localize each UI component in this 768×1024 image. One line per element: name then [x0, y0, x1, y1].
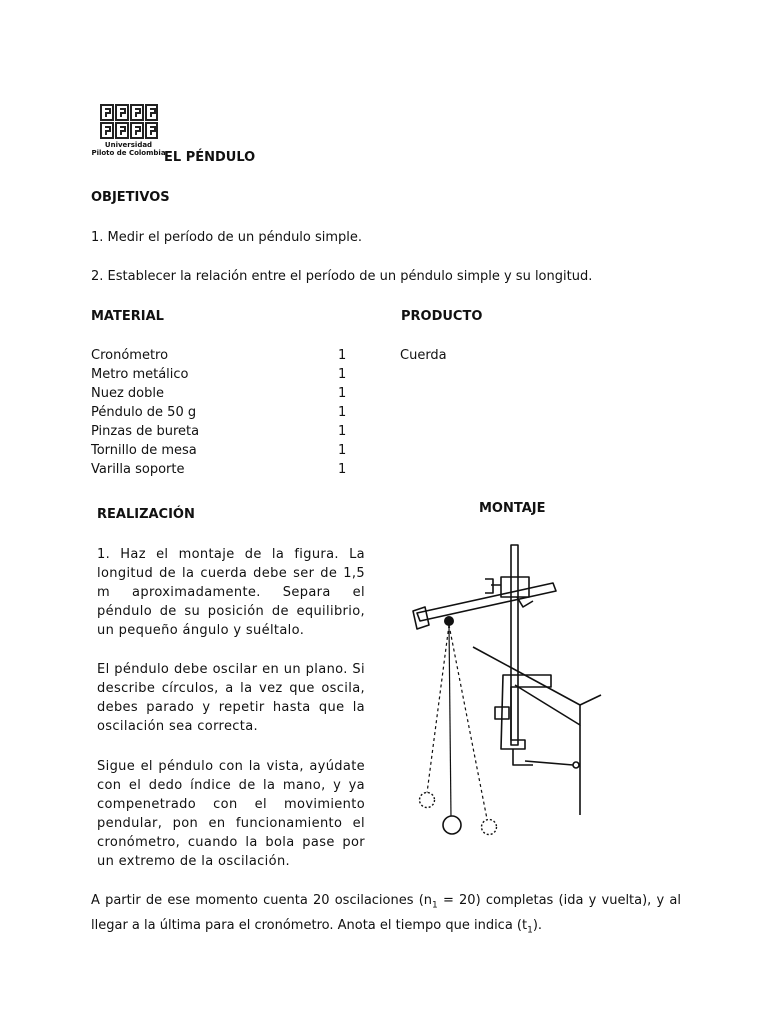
pendulum-bob-left [420, 793, 435, 808]
pendulum-apparatus-figure [405, 535, 605, 850]
material-qty: 1 [338, 443, 347, 458]
material-qty: 1 [338, 405, 347, 420]
pendulum-string-right [449, 625, 487, 819]
material-name: Metro metálico [91, 367, 189, 382]
material-heading: MATERIAL [91, 309, 164, 324]
material-row [91, 348, 361, 367]
pendulum-pivot [444, 616, 454, 626]
final-text-1: A partir de ese momento cuenta 20 oscilaciones (n [91, 893, 433, 908]
subscript-t: 1 [527, 925, 533, 936]
objectives-heading: OBJETIVOS [91, 190, 170, 205]
pendulum-string-left [427, 625, 449, 793]
montaje-heading: MONTAJE [479, 501, 546, 516]
product-heading: PRODUCTO [401, 309, 483, 324]
material-name: Varilla soporte [91, 462, 185, 477]
logo-line-2: Piloto de Colombia [91, 149, 166, 157]
material-row [91, 405, 361, 424]
burette-clamp-arm [417, 583, 556, 621]
pendulum-bob-right [482, 820, 497, 835]
logo-line-1: Universidad [104, 141, 153, 149]
material-name: Péndulo de 50 g [91, 405, 197, 420]
document-title: EL PÉNDULO [164, 150, 256, 165]
material-row [91, 424, 361, 443]
material-row [91, 443, 361, 462]
objective-1: 1. Medir el período de un péndulo simple. [91, 230, 363, 245]
logo-text [91, 141, 166, 157]
final-text-2: = 20) completas (ida y vuelta), y al llegar a la última para el cronómetro. Anota el tiempo que indica (t [91, 893, 681, 934]
table-outline [473, 647, 580, 725]
final-text-3: ). [532, 918, 543, 934]
university-logo [91, 103, 166, 165]
paragraph-3: Sigue el péndulo con la vista, ayúdate con el dedo índice de la mano, y ya compenetrado con el movimiento pendular, pon en funcionamiento el cronómetro, cuando la bola pase por un extremo de la oscilación. [97, 759, 365, 869]
material-name: Pinzas de bureta [91, 424, 200, 439]
material-qty: 1 [338, 386, 347, 401]
pendulum-bob [443, 816, 461, 834]
subscript-n: 1 [432, 900, 438, 911]
product-item: Cuerda [400, 348, 447, 363]
paragraph-1: 1. Haz el montaje de la figura. La longitud de la cuerda debe ser de 1,5 m aproximadamente. Separa el péndulo de su posición de equilibrio, un pequeño ángulo y suéltalo. [97, 547, 365, 638]
material-name: Nuez doble [91, 386, 164, 401]
material-qty: 1 [338, 462, 347, 477]
material-row [91, 386, 361, 405]
material-qty: 1 [338, 348, 347, 363]
realizacion-heading: REALIZACIÓN [97, 507, 195, 522]
objective-2: 2. Establecer la relación entre el período de un péndulo simple y su longitud. [91, 269, 593, 284]
support-rod [511, 545, 518, 745]
final-paragraph [91, 891, 681, 941]
pendulum-string [449, 625, 451, 818]
material-row [91, 367, 361, 386]
logo-emblem [99, 103, 159, 141]
material-qty: 1 [338, 424, 347, 439]
material-name: Cronómetro [91, 348, 169, 363]
material-row [91, 462, 361, 481]
material-qty: 1 [338, 367, 347, 382]
material-name: Tornillo de mesa [91, 443, 197, 458]
paragraph-2: El péndulo debe oscilar en un plano. Si describe círculos, a la vez que oscila, debes parado y repetir hasta que la oscilación sea correcta. [97, 662, 365, 734]
